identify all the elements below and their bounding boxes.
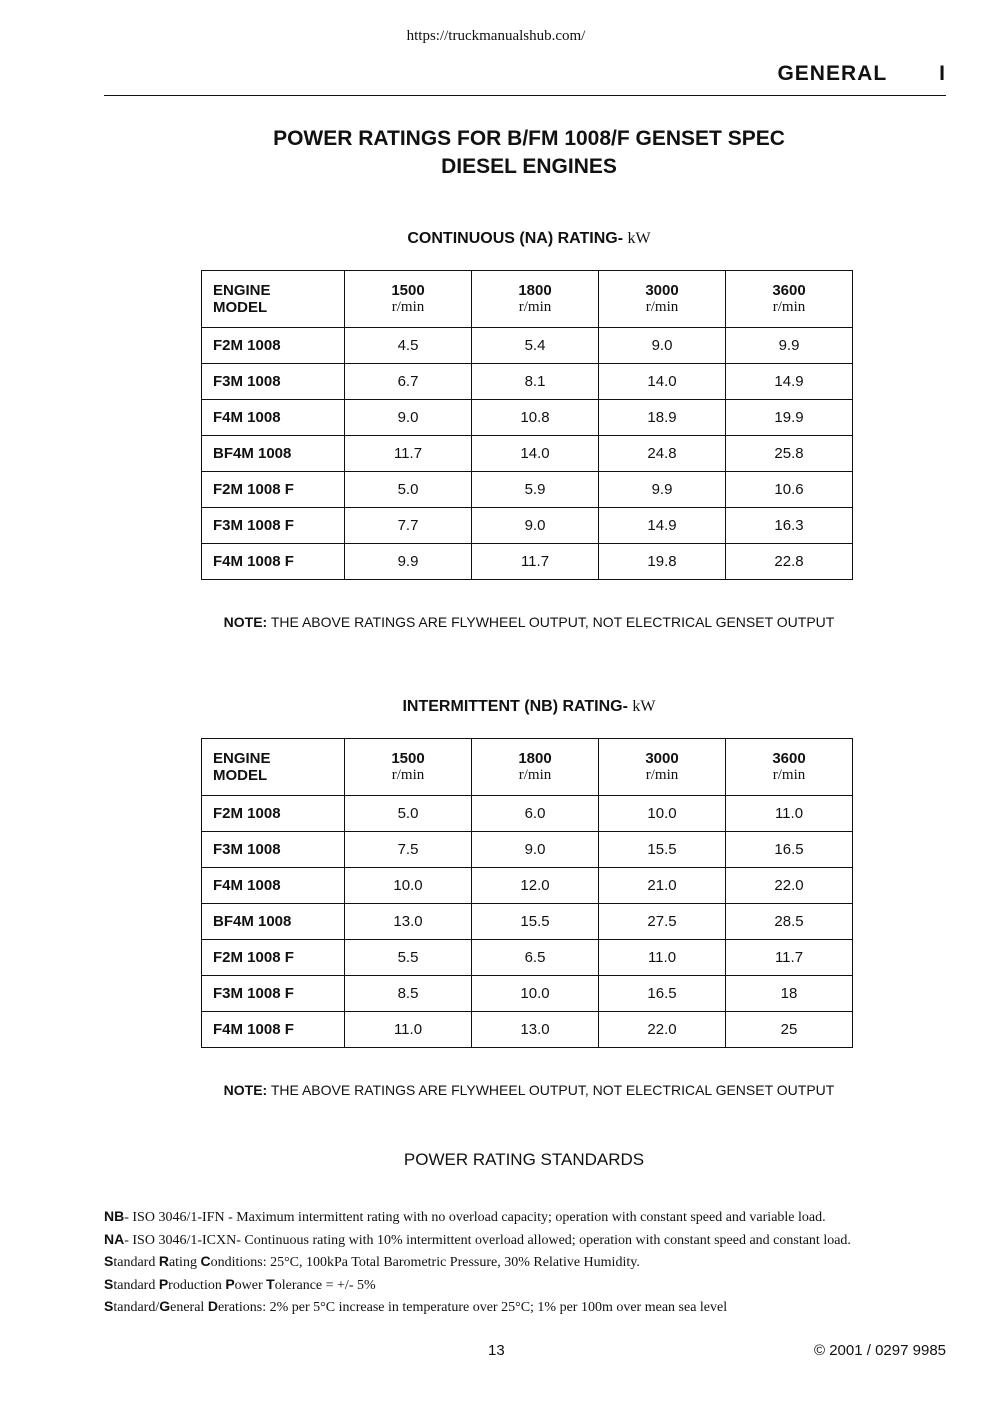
standard-power-tolerance: Standard Production Power Tolerance = +/- 5% bbox=[104, 1275, 376, 1293]
table-row: F3M 1008 F 7.7 9.0 14.9 16.3 bbox=[202, 508, 853, 544]
speed-header-3000: 3000 r/min bbox=[599, 739, 726, 796]
intermittent-rating-table bbox=[201, 738, 853, 1048]
speed-header-3600: 3600 r/min bbox=[726, 271, 853, 328]
standards-title: POWER RATING STANDARDS bbox=[403, 1150, 645, 1169]
page-title-line-2: DIESEL ENGINES bbox=[441, 155, 617, 178]
intermittent-note: NOTE: THE ABOVE RATINGS ARE FLYWHEEL OUTPUT, NOT ELECTRICAL GENSET OUTPUT bbox=[223, 1082, 835, 1098]
section-name: GENERAL bbox=[777, 62, 888, 85]
standards-list bbox=[104, 1206, 954, 1319]
speed-header-3000: 3000 r/min bbox=[599, 271, 726, 328]
section-number: I bbox=[939, 62, 946, 85]
table-row: F4M 1008 9.0 10.8 18.9 19.9 bbox=[202, 400, 853, 436]
table-row: F4M 1008 10.0 12.0 21.0 22.0 bbox=[202, 868, 853, 904]
standard-rating-conditions: Standard Rating Conditions: 25°C, 100kPa Total Barometric Pressure, 30% Relative Humidity. bbox=[104, 1253, 640, 1270]
continuous-rating-table bbox=[201, 270, 853, 580]
standard-derations: Standard/General Derations: 2% per 5°C increase in temperature over 25°C; 1% per 100m over mean sea level bbox=[104, 1298, 728, 1315]
table-header-row bbox=[202, 739, 853, 796]
table-row: F3M 1008 7.5 9.0 15.5 16.5 bbox=[202, 832, 853, 868]
speed-header-1500: 1500 r/min bbox=[345, 739, 472, 796]
speed-header-1800: 1800 r/min bbox=[472, 739, 599, 796]
table-row: F2M 1008 5.0 6.0 10.0 11.0 bbox=[202, 796, 853, 832]
table-row: F2M 1008 F 5.0 5.9 9.9 10.6 bbox=[202, 472, 853, 508]
engine-model-header: ENGINE MODEL bbox=[202, 739, 345, 796]
standard-nb: NB- ISO 3046/1-IFN - Maximum intermittent rating with no overload capacity; operation with constant speed and variable load. bbox=[104, 1208, 826, 1225]
table-row: F4M 1008 F 11.0 13.0 22.0 25 bbox=[202, 1012, 853, 1048]
table-row: F3M 1008 6.7 8.1 14.0 14.9 bbox=[202, 364, 853, 400]
page-title bbox=[0, 125, 992, 181]
page-number: 13 bbox=[488, 1342, 505, 1359]
table-row: F4M 1008 F 9.9 11.7 19.8 22.8 bbox=[202, 544, 853, 580]
continuous-table-title: CONTINUOUS (NA) RATING- kW bbox=[407, 230, 651, 247]
table-header-row bbox=[202, 271, 853, 328]
table-row: F2M 1008 F 5.5 6.5 11.0 11.7 bbox=[202, 940, 853, 976]
table-row: BF4M 1008 13.0 15.5 27.5 28.5 bbox=[202, 904, 853, 940]
speed-header-1500: 1500 r/min bbox=[345, 271, 472, 328]
speed-header-3600: 3600 r/min bbox=[726, 739, 853, 796]
table-row: F3M 1008 F 8.5 10.0 16.5 18 bbox=[202, 976, 853, 1012]
engine-model-header: ENGINE MODEL bbox=[202, 271, 345, 328]
standard-na: NA- ISO 3046/1-ICXN- Continuous rating with 10% intermittent overload allowed; operation with constant speed and constant load. bbox=[104, 1230, 851, 1248]
section-header bbox=[777, 62, 946, 86]
intermittent-table-title: INTERMITTENT (NB) RATING- kW bbox=[402, 698, 656, 715]
table-row: BF4M 1008 11.7 14.0 24.8 25.8 bbox=[202, 436, 853, 472]
source-url: https://truckmanualshub.com/ bbox=[406, 28, 586, 44]
header-rule bbox=[104, 95, 946, 96]
copyright: © 2001 / 0297 9985 bbox=[814, 1342, 946, 1359]
speed-header-1800: 1800 r/min bbox=[472, 271, 599, 328]
page-title-line-1: POWER RATINGS FOR B/FM 1008/F GENSET SPEC bbox=[273, 127, 785, 150]
table-row: F2M 1008 4.5 5.4 9.0 9.9 bbox=[202, 328, 853, 364]
continuous-note: NOTE: THE ABOVE RATINGS ARE FLYWHEEL OUTPUT, NOT ELECTRICAL GENSET OUTPUT bbox=[223, 614, 835, 630]
